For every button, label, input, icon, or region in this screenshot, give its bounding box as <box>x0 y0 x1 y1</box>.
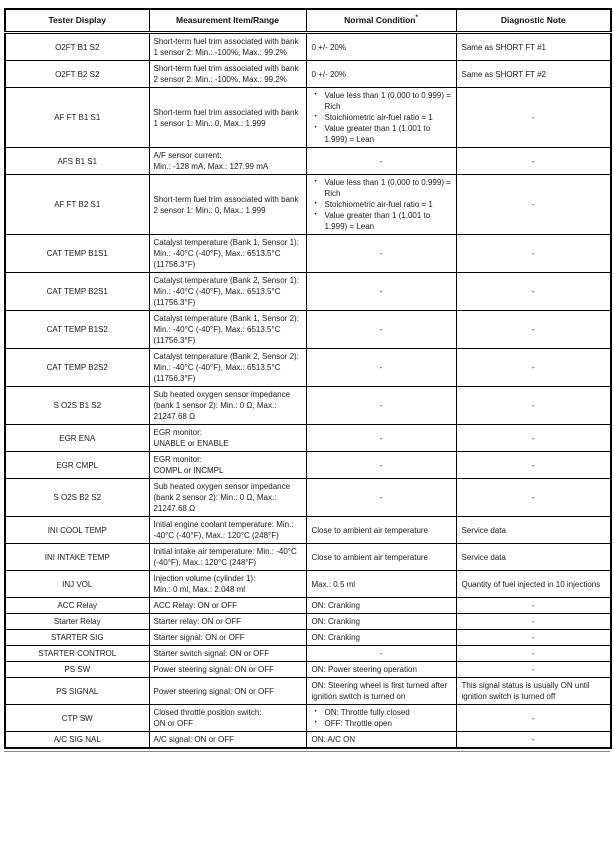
table-row <box>5 479 611 517</box>
diagnostic-note-cell: - <box>456 425 611 452</box>
normal-condition-cell: 0 +/- 20% <box>306 61 456 88</box>
bullet-icon: • <box>314 114 317 120</box>
measurement-item-cell: Starter switch signal: ON or OFF <box>149 646 306 662</box>
tester-display-cell: CTP SW <box>5 705 149 732</box>
bullet-icon: • <box>314 212 317 218</box>
table-row <box>5 387 611 425</box>
tester-display-cell: CAT TEMP B1S2 <box>5 311 149 349</box>
normal-condition-cell: ON: Cranking <box>306 630 456 646</box>
normal-condition-cell: - <box>306 311 456 349</box>
measurement-item-cell: Catalyst temperature (Bank 1, Sensor 2): Min.: -40°C (-40°F), Max.: 6513.5°C (11756.3°F) <box>149 311 306 349</box>
bullet-text: Value greater than 1 (1.001 to 1.999) = Lean <box>324 211 431 231</box>
page-bottom-rule <box>4 751 610 752</box>
normal-condition-cell <box>306 88 456 148</box>
measurement-item-cell: EGR monitor: COMPL or INCMPL <box>149 452 306 479</box>
measurement-item-cell: Closed throttle position switch: ON or OFF <box>149 705 306 732</box>
bullet-text: ON: Throttle fully closed <box>324 708 410 717</box>
tester-display-cell: EGR CMPL <box>5 452 149 479</box>
measurement-item-cell: Short-term fuel trim associated with bank 2 sensor 1: Min.: 0, Max.: 1.999 <box>149 175 306 235</box>
normal-condition-cell: - <box>306 646 456 662</box>
tester-display-cell: STARTER CONTROL <box>5 646 149 662</box>
diagnostic-note-cell: - <box>456 705 611 732</box>
table-row <box>5 425 611 452</box>
normal-condition-cell: - <box>306 349 456 387</box>
bullet-icon: • <box>314 709 317 715</box>
normal-condition-cell: - <box>306 387 456 425</box>
table-row <box>5 88 611 148</box>
diagnostic-note-cell: - <box>456 148 611 175</box>
header-row <box>5 9 611 33</box>
diagnostic-note-cell: - <box>456 387 611 425</box>
normal-condition-cell: - <box>306 479 456 517</box>
normal-condition-cell: - <box>306 273 456 311</box>
diagnostic-note-cell: This signal status is usually ON until ignition switch is turned off <box>456 678 611 705</box>
bullet-icon: • <box>314 720 317 726</box>
normal-condition-cell: - <box>306 235 456 273</box>
tester-display-cell: EGR ENA <box>5 425 149 452</box>
tester-display-cell: A/C SIG NAL <box>5 732 149 749</box>
diagnostic-note-cell: - <box>456 452 611 479</box>
tester-display-cell: CAT TEMP B2S1 <box>5 273 149 311</box>
table-row <box>5 349 611 387</box>
bullet-item <box>312 718 452 729</box>
data-table <box>4 8 612 749</box>
normal-condition-cell: - <box>306 452 456 479</box>
diagnostic-note-cell: - <box>456 598 611 614</box>
table-header <box>5 9 611 33</box>
diagnostic-note-cell: - <box>456 732 611 749</box>
bullet-text: Value less than 1 (0.000 to 0.999) = Rich <box>324 91 451 111</box>
tester-display-cell: AFS B1 S1 <box>5 148 149 175</box>
tester-display-cell: CAT TEMP B2S2 <box>5 349 149 387</box>
measurement-item-cell: Power steering signal: ON or OFF <box>149 662 306 678</box>
measurement-item-cell: Starter relay: ON or OFF <box>149 614 306 630</box>
diagnostic-note-cell: Service data <box>456 517 611 544</box>
measurement-item-cell: Catalyst temperature (Bank 1, Sensor 1): Min.: -40°C (-40°F), Max.: 6513.5°C (11756.3°F) <box>149 235 306 273</box>
bullet-icon: • <box>314 179 317 185</box>
measurement-item-cell: Initial engine coolant temperature: Min.: -40°C (-40°F), Max.: 120°C (248°F) <box>149 517 306 544</box>
measurement-item-cell: Catalyst temperature (Bank 2, Sensor 2): Min.: -40°C (-40°F), Max.: 6513.5°C (11756.3°F) <box>149 349 306 387</box>
table-row <box>5 662 611 678</box>
table-row <box>5 598 611 614</box>
table-row <box>5 571 611 598</box>
bullet-item <box>312 123 452 145</box>
table-row <box>5 33 611 61</box>
table-row <box>5 311 611 349</box>
table-row <box>5 61 611 88</box>
tester-display-cell: O2FT B1 S2 <box>5 33 149 61</box>
bullet-icon: • <box>314 201 317 207</box>
measurement-item-cell: A/C signal: ON or OFF <box>149 732 306 749</box>
diagnostic-note-cell: Service data <box>456 544 611 571</box>
diagnostic-note-cell: - <box>456 273 611 311</box>
bullet-list <box>312 90 452 145</box>
measurement-item-cell: Sub heated oxygen sensor impedance (bank 1 sensor 2): Min.: 0 Ω, Max.: 21247.68 Ω <box>149 387 306 425</box>
bullet-item <box>312 707 452 718</box>
measurement-item-cell: Catalyst temperature (Bank 2, Sensor 1): Min.: -40°C (-40°F), Max.: 6513.5°C (11756.3°F) <box>149 273 306 311</box>
tester-display-cell: AF FT B1 S1 <box>5 88 149 148</box>
measurement-item-cell: Starter signal: ON or OFF <box>149 630 306 646</box>
diagnostic-note-cell: Same as SHORT FT #1 <box>456 33 611 61</box>
table-row <box>5 646 611 662</box>
column-header-measurement-item-range: Measurement Item/Range <box>149 9 306 33</box>
measurement-item-cell: EGR monitor: UNABLE or ENABLE <box>149 425 306 452</box>
bullet-item <box>312 210 452 232</box>
normal-condition-cell: ON: Cranking <box>306 614 456 630</box>
bullet-text: Value less than 1 (0.000 to 0.999) = Rich <box>324 178 451 198</box>
diagnostic-note-cell: - <box>456 630 611 646</box>
table-row <box>5 148 611 175</box>
table-row <box>5 452 611 479</box>
tester-display-cell: S O2S B1 S2 <box>5 387 149 425</box>
diagnostic-note-cell: - <box>456 88 611 148</box>
normal-condition-label: Normal Condition <box>344 15 416 25</box>
normal-condition-cell: - <box>306 148 456 175</box>
measurement-item-cell: Initial intake air temperature: Min.: -40°C (-40°F), Max.: 120°C (248°F) <box>149 544 306 571</box>
measurement-item-cell: Short-term fuel trim associated with bank 2 sensor 2: Min.: -100%, Max.: 99.2% <box>149 61 306 88</box>
table-row <box>5 705 611 732</box>
measurement-item-cell: ACC Relay: ON or OFF <box>149 598 306 614</box>
normal-condition-cell <box>306 175 456 235</box>
diagnostic-note-cell: - <box>456 311 611 349</box>
diagnostic-note-cell: - <box>456 349 611 387</box>
table-body <box>5 33 611 749</box>
measurement-item-cell: Short-term fuel trim associated with bank 1 sensor 2: Min.: -100%, Max.: 99.2% <box>149 33 306 61</box>
diagnostic-note-cell: - <box>456 614 611 630</box>
normal-condition-cell: - <box>306 425 456 452</box>
tester-display-cell: O2FT B2 S2 <box>5 61 149 88</box>
normal-condition-footnote-marker: * <box>415 15 418 22</box>
bullet-text: Stoichiometric air-fuel ratio = 1 <box>324 200 433 209</box>
table-row <box>5 235 611 273</box>
table-row <box>5 175 611 235</box>
bullet-list <box>312 177 452 232</box>
table-row <box>5 517 611 544</box>
normal-condition-cell: ON: A/C ON <box>306 732 456 749</box>
bullet-icon: • <box>314 92 317 98</box>
tester-display-cell: PS SW <box>5 662 149 678</box>
normal-condition-cell: 0 +/- 20% <box>306 33 456 61</box>
diagnostic-note-cell: - <box>456 175 611 235</box>
table-row <box>5 544 611 571</box>
diagnostic-note-cell: - <box>456 662 611 678</box>
tester-display-cell: AF FT B2 S1 <box>5 175 149 235</box>
measurement-item-cell: Power steering signal: ON or OFF <box>149 678 306 705</box>
diagnostic-note-cell: Quantity of fuel injected in 10 injections <box>456 571 611 598</box>
normal-condition-cell <box>306 705 456 732</box>
diagnostic-note-cell: - <box>456 479 611 517</box>
tester-display-cell: INI INTAKE TEMP <box>5 544 149 571</box>
normal-condition-cell: Max.: 0.5 ml <box>306 571 456 598</box>
tester-display-cell: Starter Relay <box>5 614 149 630</box>
tester-display-cell: STARTER SIG <box>5 630 149 646</box>
bullet-item <box>312 199 452 210</box>
measurement-item-cell: Sub heated oxygen sensor impedance (bank 2 sensor 2): Min.: 0 Ω, Max.: 21247.68 Ω <box>149 479 306 517</box>
tester-display-cell: INI COOL TEMP <box>5 517 149 544</box>
table-row <box>5 614 611 630</box>
column-header-diagnostic-note: Diagnostic Note <box>456 9 611 33</box>
normal-condition-cell: Close to ambient air temperature <box>306 517 456 544</box>
normal-condition-cell: Close to ambient air temperature <box>306 544 456 571</box>
measurement-item-cell: A/F sensor current: Min.: -128 mA, Max.: 127.99 mA <box>149 148 306 175</box>
bullet-item <box>312 112 452 123</box>
diagnostic-note-cell: - <box>456 235 611 273</box>
diagnostic-note-cell: - <box>456 646 611 662</box>
table-row <box>5 732 611 749</box>
measurement-item-cell: Short-term fuel trim associated with bank 1 sensor 1: Min.: 0, Max.: 1.999 <box>149 88 306 148</box>
bullet-text: OFF: Throttle open <box>324 719 392 728</box>
tester-display-cell: CAT TEMP B1S1 <box>5 235 149 273</box>
bullet-text: Value greater than 1 (1.001 to 1.999) = Lean <box>324 124 431 144</box>
bullet-item <box>312 90 452 112</box>
bullet-icon: • <box>314 125 317 131</box>
normal-condition-cell: ON: Cranking <box>306 598 456 614</box>
bullet-text: Stoichiometric air-fuel ratio = 1 <box>324 113 433 122</box>
tester-display-cell: S O2S B2 S2 <box>5 479 149 517</box>
bullet-list <box>312 707 452 729</box>
diagnostic-note-cell: Same as SHORT FT #2 <box>456 61 611 88</box>
column-header-tester-display: Tester Display <box>5 9 149 33</box>
measurement-item-cell: Injection volume (cylinder 1): Min.: 0 ml, Max.: 2.048 ml <box>149 571 306 598</box>
tester-display-cell: ACC Relay <box>5 598 149 614</box>
table-row <box>5 678 611 705</box>
table-row <box>5 273 611 311</box>
bullet-item <box>312 177 452 199</box>
tester-display-cell: PS SIGNAL <box>5 678 149 705</box>
normal-condition-cell: ON: Steering wheel is first turned after ignition switch is turned on <box>306 678 456 705</box>
tester-display-cell: INJ VOL <box>5 571 149 598</box>
normal-condition-cell: ON: Power steering operation <box>306 662 456 678</box>
column-header-normal-condition <box>306 9 456 33</box>
table-row <box>5 630 611 646</box>
